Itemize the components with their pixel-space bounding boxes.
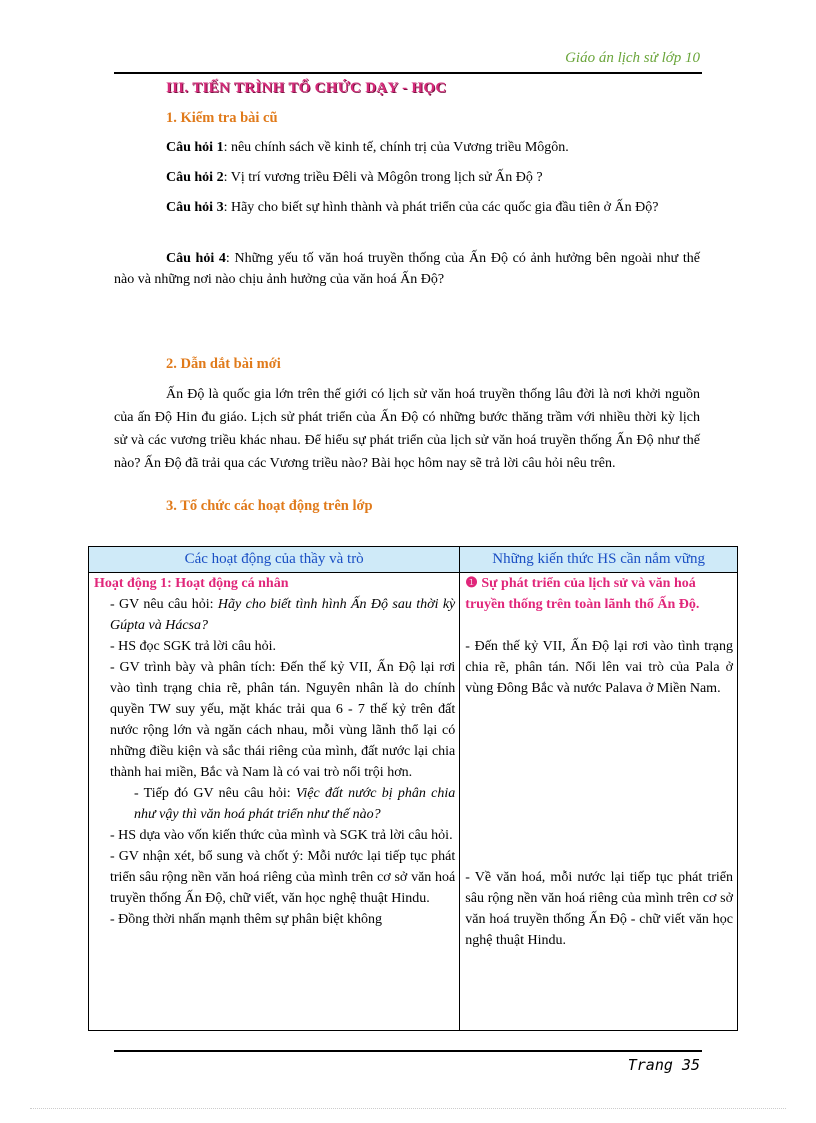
header-title: Giáo án lịch sử lớp 10 [565, 50, 700, 66]
question-text: : Những yếu tố văn hoá truyền thống của Ấn Độ có ảnh hưởng bên ngoài như thế nào và những nơi nào chịu ảnh hưởng của văn hoá Ấn Độ? [114, 251, 700, 287]
table-row [89, 573, 738, 1031]
question-text: : Vị trí vương triều Đêli và Môgôn trong lịch sử Ấn Độ ? [223, 170, 543, 185]
teacher-question-1: - GV nêu câu hỏi: Hãy cho biết tình hình Ấn Độ sau thời kỳ Gúpta và Hácsa? [110, 597, 456, 633]
part2-heading: 2. Dẫn dắt bài mới [166, 356, 281, 372]
activities-table [88, 546, 738, 1031]
activity-title: Hoạt động 1: Hoạt động cá nhân [94, 576, 289, 591]
question-3 [114, 197, 700, 218]
header-rule [114, 72, 702, 74]
teacher-emphasis: - Đồng thời nhấn mạnh thêm sự phân biệt không [110, 912, 383, 927]
question-label: Câu hỏi 2 [166, 170, 224, 185]
question-label: Câu hỏi 4 [166, 251, 226, 266]
knowledge-cell [460, 573, 738, 1031]
teacher-explanation: - GV trình bày và phân tích: Đến thế kỷ VII, Ấn Độ lại rơi vào tình trạng chia rẽ, phân tán. Nguyên nhân là do chính quyền TW suy yếu, mặt khác trải qua 6 - 7 thế kỷ trên đất nước rộng lớn và ngăn cách nhau, mỗi vùng lãnh thổ lại có những điều kiện và sắc thái riêng của mình, đất nước lại chia thành hai miền, Bắc và Nam là có vai trò nổi trội hơn. [110, 660, 456, 780]
question-label: Câu hỏi 1 [166, 140, 224, 155]
part3-heading: 3. Tổ chức các hoạt động trên lớp [166, 498, 373, 514]
question-4 [114, 248, 700, 290]
part1-heading: 1. Kiểm tra bài cũ [166, 110, 278, 126]
student-task-1: - HS đọc SGK trả lời câu hỏi. [110, 639, 277, 654]
table-header-activities: Các hoạt động của thầy và trò [89, 547, 460, 573]
footer-rule [114, 1050, 702, 1052]
knowledge-heading: ❶ Sự phát triển của lịch sử và văn hoá truyền thống trên toàn lãnh thổ Ấn Độ. [465, 576, 700, 612]
question-text: : Hãy cho biết sự hình thành và phát triển của các quốc gia đầu tiên ở Ấn Độ? [223, 200, 659, 215]
section-title: III. TIẾN TRÌNH TỔ CHỨC DẠY - HỌC [166, 80, 447, 96]
page-number: Trang 35 [627, 1056, 700, 1074]
question-1 [114, 137, 700, 158]
bullet-one-icon: ❶ [465, 576, 478, 591]
page-edge [30, 1108, 786, 1109]
knowledge-point-2: - Về văn hoá, mỗi nước lại tiếp tục phát triển sâu rộng nền văn hoá riêng của mình trên cơ sở văn hoá truyền thống Ấn Độ - chữ viết văn học nghệ thuật Hindu. [465, 870, 733, 948]
activities-cell [89, 573, 460, 1031]
student-task-2: - HS dựa vào vốn kiến thức của mình và SGK trả lời câu hỏi. [110, 828, 453, 843]
teacher-question-2: - Tiếp đó GV nêu câu hỏi: Việc đất nước bị phân chia như vậy thì văn hoá phát triển như thế nào? [134, 786, 456, 822]
question-text: : nêu chính sách về kinh tế, chính trị của Vương triều Môgôn. [223, 140, 569, 155]
question-2 [114, 167, 700, 188]
table-header-knowledge: Những kiến thức HS cần nắm vững [460, 547, 738, 573]
teacher-conclusion: - GV nhận xét, bổ sung và chốt ý: Mỗi nước lại tiếp tục phát triển sâu rộng nền văn hoá riêng của mình trên cơ sở văn hoá truyền thống Ấn Độ, chữ viết, văn học nghệ thuật Hindu. [110, 849, 456, 906]
intro-paragraph: Ấn Độ là quốc gia lớn trên thế giới có lịch sử văn hoá truyền thống lâu đời là nơi khởi nguồn của ấn Độ Hin đu giáo. Lịch sử phát triển của Ấn Độ có những bước thăng trầm với nhiều thời kỳ lịch sử và các vương triều khác nhau. Để hiểu sự phát triển của lịch sử văn hoá truyền thống Ấn Độ như thế nào? Ấn Độ đã trải qua các Vương triều nào? Bài học hôm nay sẽ trả lời câu hỏi nêu trên. [114, 387, 700, 471]
question-label: Câu hỏi 3 [166, 200, 224, 215]
knowledge-point-1: - Đến thế kỷ VII, Ấn Độ lại rơi vào tình trạng chia rẽ, phân tán. Nổi lên vai trò của Pala ở vùng Đông Bắc và nước Palava ở Miền Nam. [465, 639, 733, 696]
